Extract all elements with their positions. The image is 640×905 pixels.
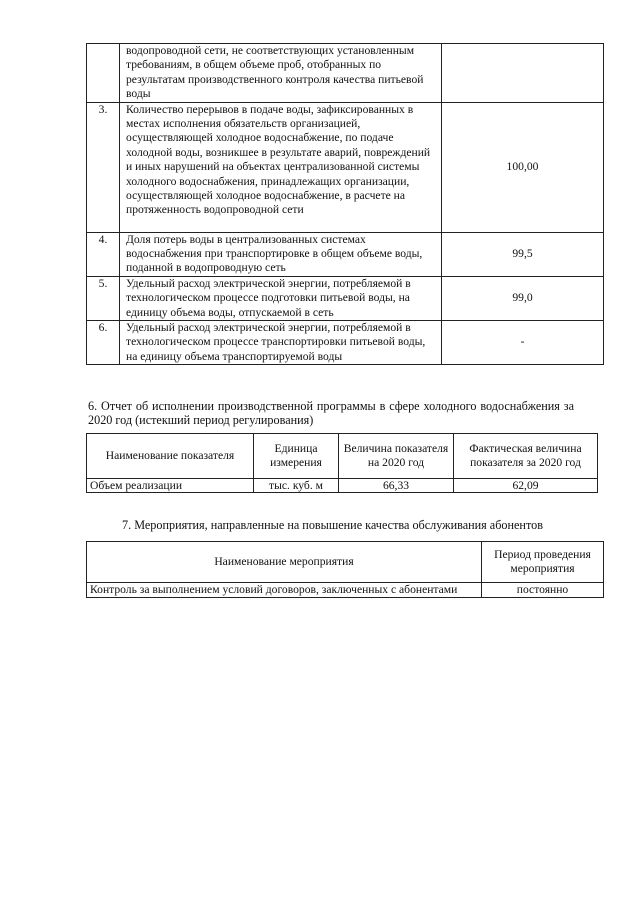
table-row <box>87 276 604 320</box>
row-number: 5. <box>87 276 120 320</box>
indicator-value: 100,00 <box>442 102 604 232</box>
table-row <box>87 321 604 365</box>
indicators-table <box>86 43 604 365</box>
indicator-name: Объем реализации <box>87 479 254 493</box>
indicator-text: Количество перерывов в подаче воды, зафиксированных в местах исполнения обязательств организацией, осуществляющей холодное водоснабжение, по подаче холодной воды, возникшее в результате аварий, повреждений и иных нарушений на объектах централизованной системы холодного водоснабжения, принадлежащих организации, осуществляющей холодное водоснабжение, в расчете на протяженность водопроводной сети <box>120 102 442 232</box>
indicator-text: Доля потерь воды в централизованных системах водоснабжения при транспортировке в общем объеме воды, поданной в водопроводную сеть <box>120 232 442 276</box>
indicator-value: - <box>442 321 604 365</box>
indicator-value: 99,0 <box>442 276 604 320</box>
indicator-value <box>442 44 604 103</box>
indicator-text: Удельный расход электрической энергии, потребляемой в технологическом процессе транспортировки питьевой воды, на единицу объема транспортируемой воды <box>120 321 442 365</box>
event-text: Контроль за выполнением условий договоров, заключенных с абонентами <box>87 583 482 598</box>
table-row <box>87 232 604 276</box>
row-number: 4. <box>87 232 120 276</box>
fact-value: 62,09 <box>454 479 598 493</box>
section-6-heading: 6. Отчет об исполнении производственной программы в сфере холодного водоснабжения за 2020 год (истекший период регулирования) <box>88 399 574 427</box>
indicator-value: 99,5 <box>442 232 604 276</box>
plan-value: 66,33 <box>339 479 454 493</box>
table-header-row <box>87 434 598 479</box>
column-header-plan: Величина показателя на 2020 год <box>339 434 454 479</box>
column-header-fact: Фактическая величина показателя за 2020 год <box>454 434 598 479</box>
period-value: постоянно <box>482 583 604 598</box>
row-number <box>87 44 120 103</box>
table-row <box>87 102 604 232</box>
indicator-text: водопроводной сети, не соответствующих установленным требованиям, в общем объеме проб, отобранных по результатам производственного контроля качества питьевой воды <box>120 44 442 103</box>
row-number: 3. <box>87 102 120 232</box>
row-number: 6. <box>87 321 120 365</box>
column-header-period: Период проведения мероприятия <box>482 542 604 583</box>
table-row <box>87 479 598 493</box>
column-header-unit: Единица измерения <box>254 434 339 479</box>
unit-value: тыс. куб. м <box>254 479 339 493</box>
indicator-text: Удельный расход электрической энергии, потребляемой в технологическом процессе подготовки питьевой воды, на единицу объема воды, отпускаемой в сеть <box>120 276 442 320</box>
table-header-row <box>87 542 604 583</box>
section-7-heading: 7. Мероприятия, направленные на повышение качества обслуживания абонентов <box>122 518 543 532</box>
table-row <box>87 44 604 103</box>
column-header-name: Наименование показателя <box>87 434 254 479</box>
column-header-event: Наименование мероприятия <box>87 542 482 583</box>
measures-table <box>86 541 604 598</box>
report-table <box>86 433 598 493</box>
table-row <box>87 583 604 598</box>
